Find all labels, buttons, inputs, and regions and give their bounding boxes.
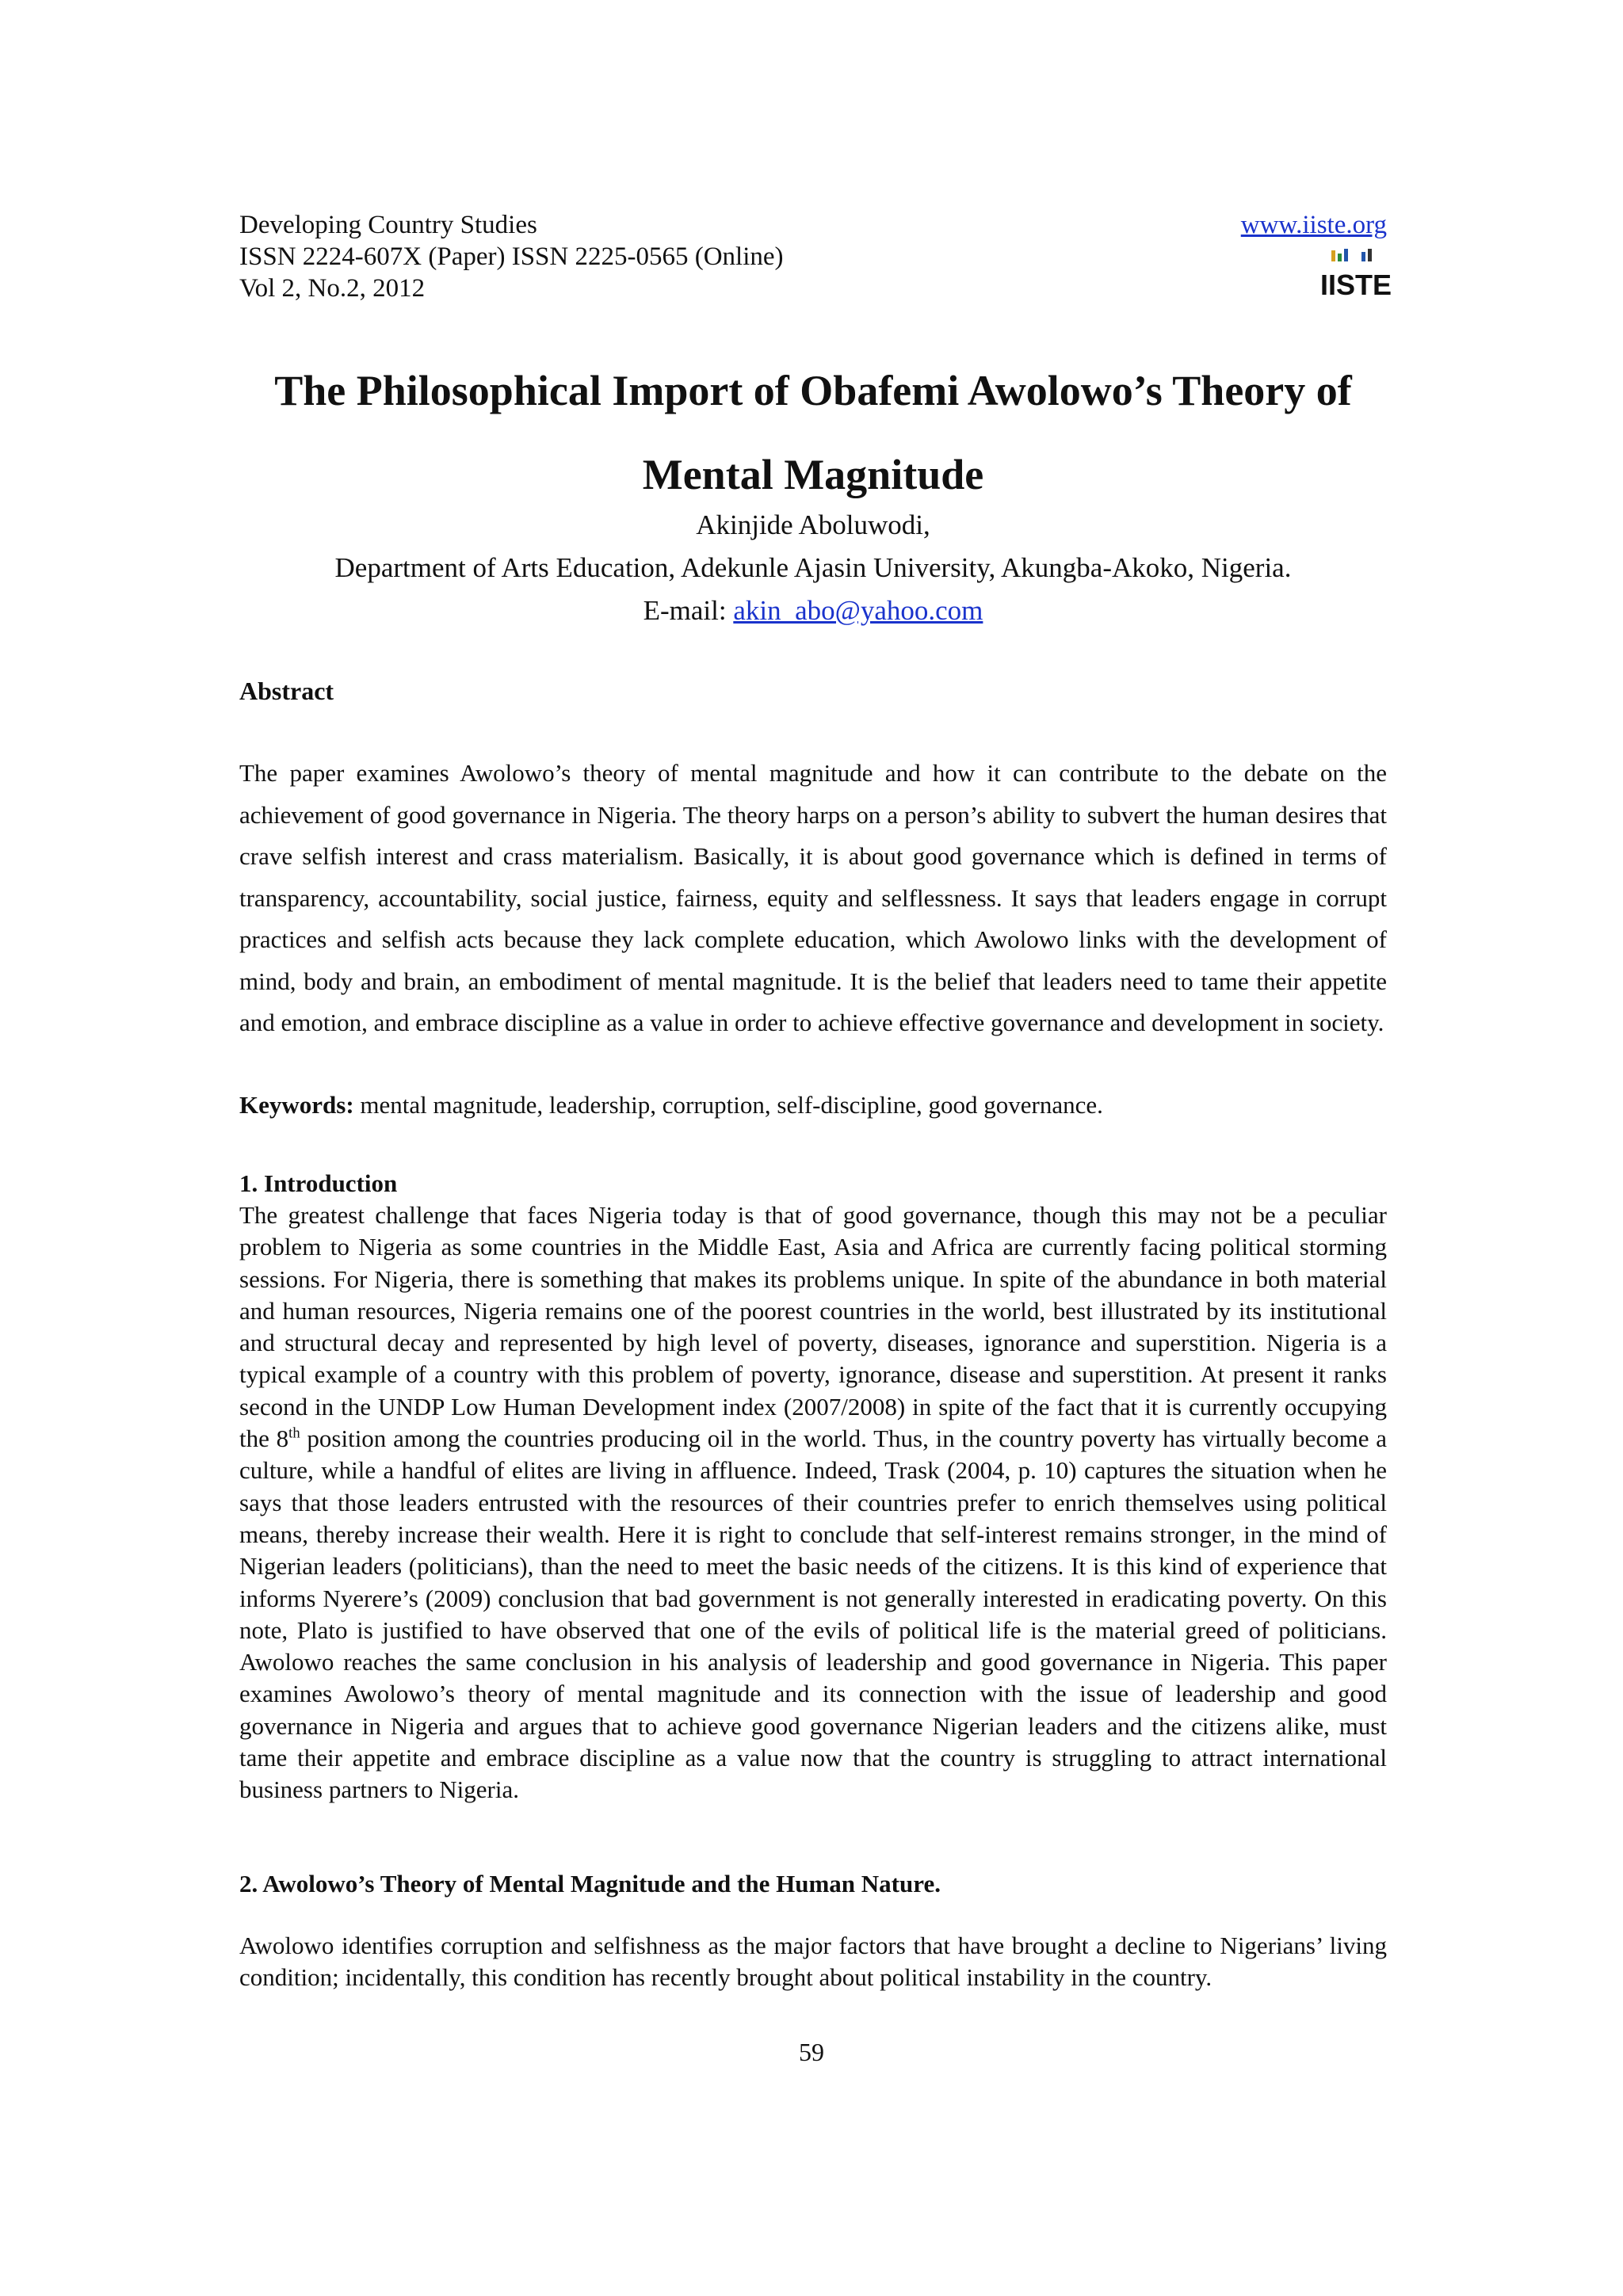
author-email-line — [239, 589, 1387, 632]
paper-title: The Philosophical Import of Obafemi Awolowo’s Theory of Mental Magnitude — [274, 367, 1352, 498]
section-1-paragraph — [239, 1199, 1387, 1806]
journal-name: Developing Country Studies — [239, 211, 537, 239]
section-1-text-part-1: The greatest challenge that faces Nigeria today is that of good governance, though this may not be a peculiar problem to Nigeria as some countries in the Middle East, Asia and Africa are currently facing political storming sessions. For Nigeria, there is something that makes its problems unique. In spite of the abundance in both material and human resources, Nigeria remains one of the poorest countries in the world, best illustrated by its institutional and structural decay and represented by high level of poverty, diseases, ignorance and superstition. Nigeria is a typical example of a country with this problem of poverty, ignorance, disease and superstition. At present it ranks second in the UNDP Low Human Development index (2007/2008) in spite of the fact that it is currently occupying the 8 — [239, 1201, 1387, 1453]
journal-volume: Vol 2, No.2, 2012 — [239, 274, 426, 303]
author-affiliation: Department of Arts Education, Adekunle Ajasin University, Akungba-Akoko, Nigeria. — [334, 552, 1292, 583]
iiste-logo — [1319, 246, 1392, 301]
section-1-text-part-2: position among the countries producing oil in the world. Thus, in the country poverty has virtually become a culture, while a handful of elites are living in affluence. Indeed, Trask (2004, p. 10) captures the situation when he says that those leaders entrusted with the resources of their countries prefer to enrich themselves using political means, thereby increase their wealth. Here it is right to conclude that self-interest remains stronger, in the mind of Nigerian leaders (politicians), than the need to meet the basic needs of the citizens. It is this kind of experience that informs Nyerere’s (2009) conclusion that bad government is not generally interested in eradicating poverty. On this note, Plato is justified to have observed that one of the evils of political life is the material greed of politicians. Awolowo reaches the same conclusion in his analysis of leadership and good governance in Nigeria. This paper examines Awolowo’s theory of mental magnitude and its connection with the issue of leadership and good governance in Nigeria and argues that to achieve good governance Nigerian leaders and the citizens alike, must tame their appetite and embrace discipline as a value now that the country is struggling to attract international business partners to Nigeria. — [239, 1425, 1387, 1804]
author-name: Akinjide Aboluwodi, — [696, 509, 930, 540]
email-label: E-mail: — [643, 595, 734, 626]
page-number: 59 — [799, 2038, 824, 2066]
section-1-heading: 1. Introduction — [239, 1169, 398, 1197]
journal-website-link[interactable]: www.iiste.org — [1240, 211, 1387, 239]
abstract-heading: Abstract — [239, 677, 334, 705]
keywords-text: mental magnitude, leadership, corruption, self-discipline, good governance. — [353, 1091, 1103, 1119]
keywords-label: Keywords: — [239, 1091, 354, 1119]
section-2-paragraph: Awolowo identifies corruption and selfishness as the major factors that have brought a decline to Nigerians’ living condition; incidentally, this condition has recently brought about political instability in the country. — [239, 1932, 1387, 1992]
ordinal-superscript: th — [288, 1425, 300, 1442]
section-2-heading: 2. Awolowo’s Theory of Mental Magnitude and the Human Nature. — [239, 1870, 941, 1897]
keywords-line — [239, 1089, 1387, 1122]
journal-issn: ISSN 2224-607X (Paper) ISSN 2225-0565 (Online) — [239, 242, 784, 271]
svg-text:IISTE: IISTE — [1319, 269, 1392, 301]
abstract-text: The paper examines Awolowo’s theory of mental magnitude and how it can contribute to the debate on the achievement of good governance in Nigeria. The theory harps on a person’s ability to subvert the human desires that crave selfish interest and crass materialism. Basically, it is about good governance which is defined in terms of transparency, accountability, social justice, fairness, equity and selflessness. It says that leaders engage in corrupt practices and selfish acts because they lack complete education, which Awolowo links with the development of mind, body and brain, an embodiment of mental magnitude. It is the belief that leaders need to tame their appetite and emotion, and embrace discipline as a value in order to achieve effective governance and development in society. — [239, 759, 1387, 1036]
author-email-link[interactable]: akin_abo@yahoo.com — [733, 595, 983, 626]
journal-header — [239, 209, 1392, 304]
author-block — [239, 504, 1387, 632]
